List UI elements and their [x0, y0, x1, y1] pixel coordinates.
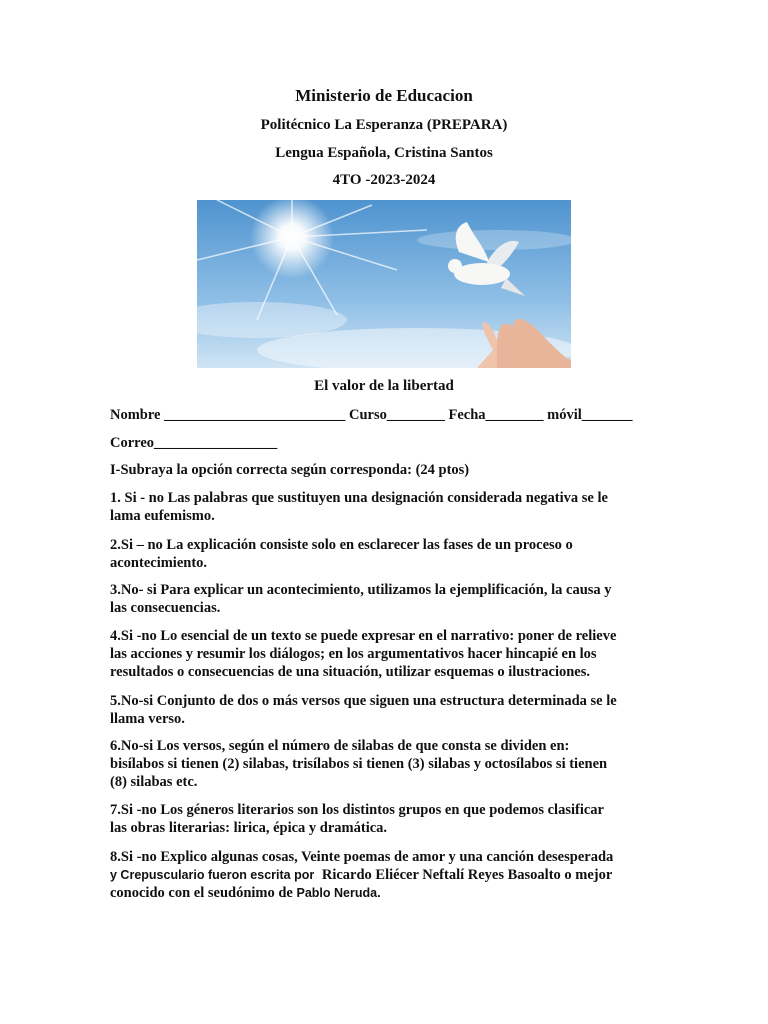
question-4 — [110, 627, 658, 681]
ministry-heading: Ministerio de Educacion — [295, 86, 473, 105]
grade-heading: 4TO -2023-2024 — [332, 172, 436, 188]
question-2 — [110, 536, 658, 572]
question-line: 3.No- si Para explicar un acontecimiento, utilizamos la ejemplificación, la causa y — [110, 582, 612, 598]
question-7 — [110, 801, 658, 837]
question-line: 4.Si -no Lo esencial de un texto se puede expresar en el narrativo: poner de relieve — [110, 628, 617, 644]
question-line — [110, 884, 658, 902]
question-8-authorship-text: y Crepusculario fueron escrita por — [110, 868, 315, 882]
pseudonym-intro-text: conocido con el seudónimo de — [110, 885, 293, 901]
question-line: 1. Si - no Las palabras que sustituyen una designación considerada negativa se le — [110, 490, 608, 506]
question-line: las obras literarias: lirica, épica y dramática. — [110, 820, 388, 836]
question-line: las consecuencias. — [110, 600, 221, 616]
sky-dove-hands-illustration — [197, 200, 571, 368]
question-line — [110, 866, 658, 884]
question-1 — [110, 489, 658, 525]
question-line: 2.Si – no La explicación consiste solo en esclarecer las fases de un proceso o — [110, 537, 573, 553]
question-line: las acciones y resumir los diálogos; en los argumentativos hacer hincapié en los — [110, 646, 597, 662]
question-8 — [110, 848, 658, 902]
question-line: (8) silabas etc. — [110, 774, 198, 790]
question-line: bisílabos si tienen (2) silabas, trisílabos si tienen (3) silabas y octosílabos si tienen — [110, 756, 608, 772]
course-heading: Lengua Española, Cristina Santos — [275, 145, 493, 161]
school-heading: Politécnico La Esperanza (PREPARA) — [260, 117, 508, 133]
question-line: 5.No-si Conjunto de dos o más versos que siguen una estructura determinada se le — [110, 693, 617, 709]
email-form-line: Correo_________________ — [110, 435, 278, 451]
pseudonym-name: Pablo Neruda. — [296, 886, 381, 900]
name-form-line: Nombre _________________________ Curso________ Fecha________ móvil_______ — [110, 407, 633, 423]
banner-image — [197, 200, 571, 368]
question-line: acontecimiento. — [110, 555, 208, 571]
question-3 — [110, 581, 658, 617]
question-line: 7.Si -no Los géneros literarios son los distintos grupos en que podemos clasificar — [110, 802, 604, 818]
question-5 — [110, 692, 658, 728]
author-full-name: Ricardo Eliécer Neftalí Reyes Basoalto o mejor — [321, 867, 613, 883]
question-line: lama eufemismo. — [110, 508, 215, 524]
question-line: llama verso. — [110, 711, 185, 727]
question-line: resultados o consecuencias de una situación, utilizar esquemas o ilustraciones. — [110, 664, 591, 680]
document-title: El valor de la libertad — [314, 378, 454, 394]
question-line: 6.No-si Los versos, según el número de silabas de que consta se dividen en: — [110, 738, 570, 754]
question-6 — [110, 737, 658, 791]
instruction-text: I-Subraya la opción correcta según corresponda: (24 ptos) — [110, 462, 470, 478]
question-line: 8.Si -no Explico algunas cosas, Veinte poemas de amor y una canción desesperada — [110, 849, 614, 865]
